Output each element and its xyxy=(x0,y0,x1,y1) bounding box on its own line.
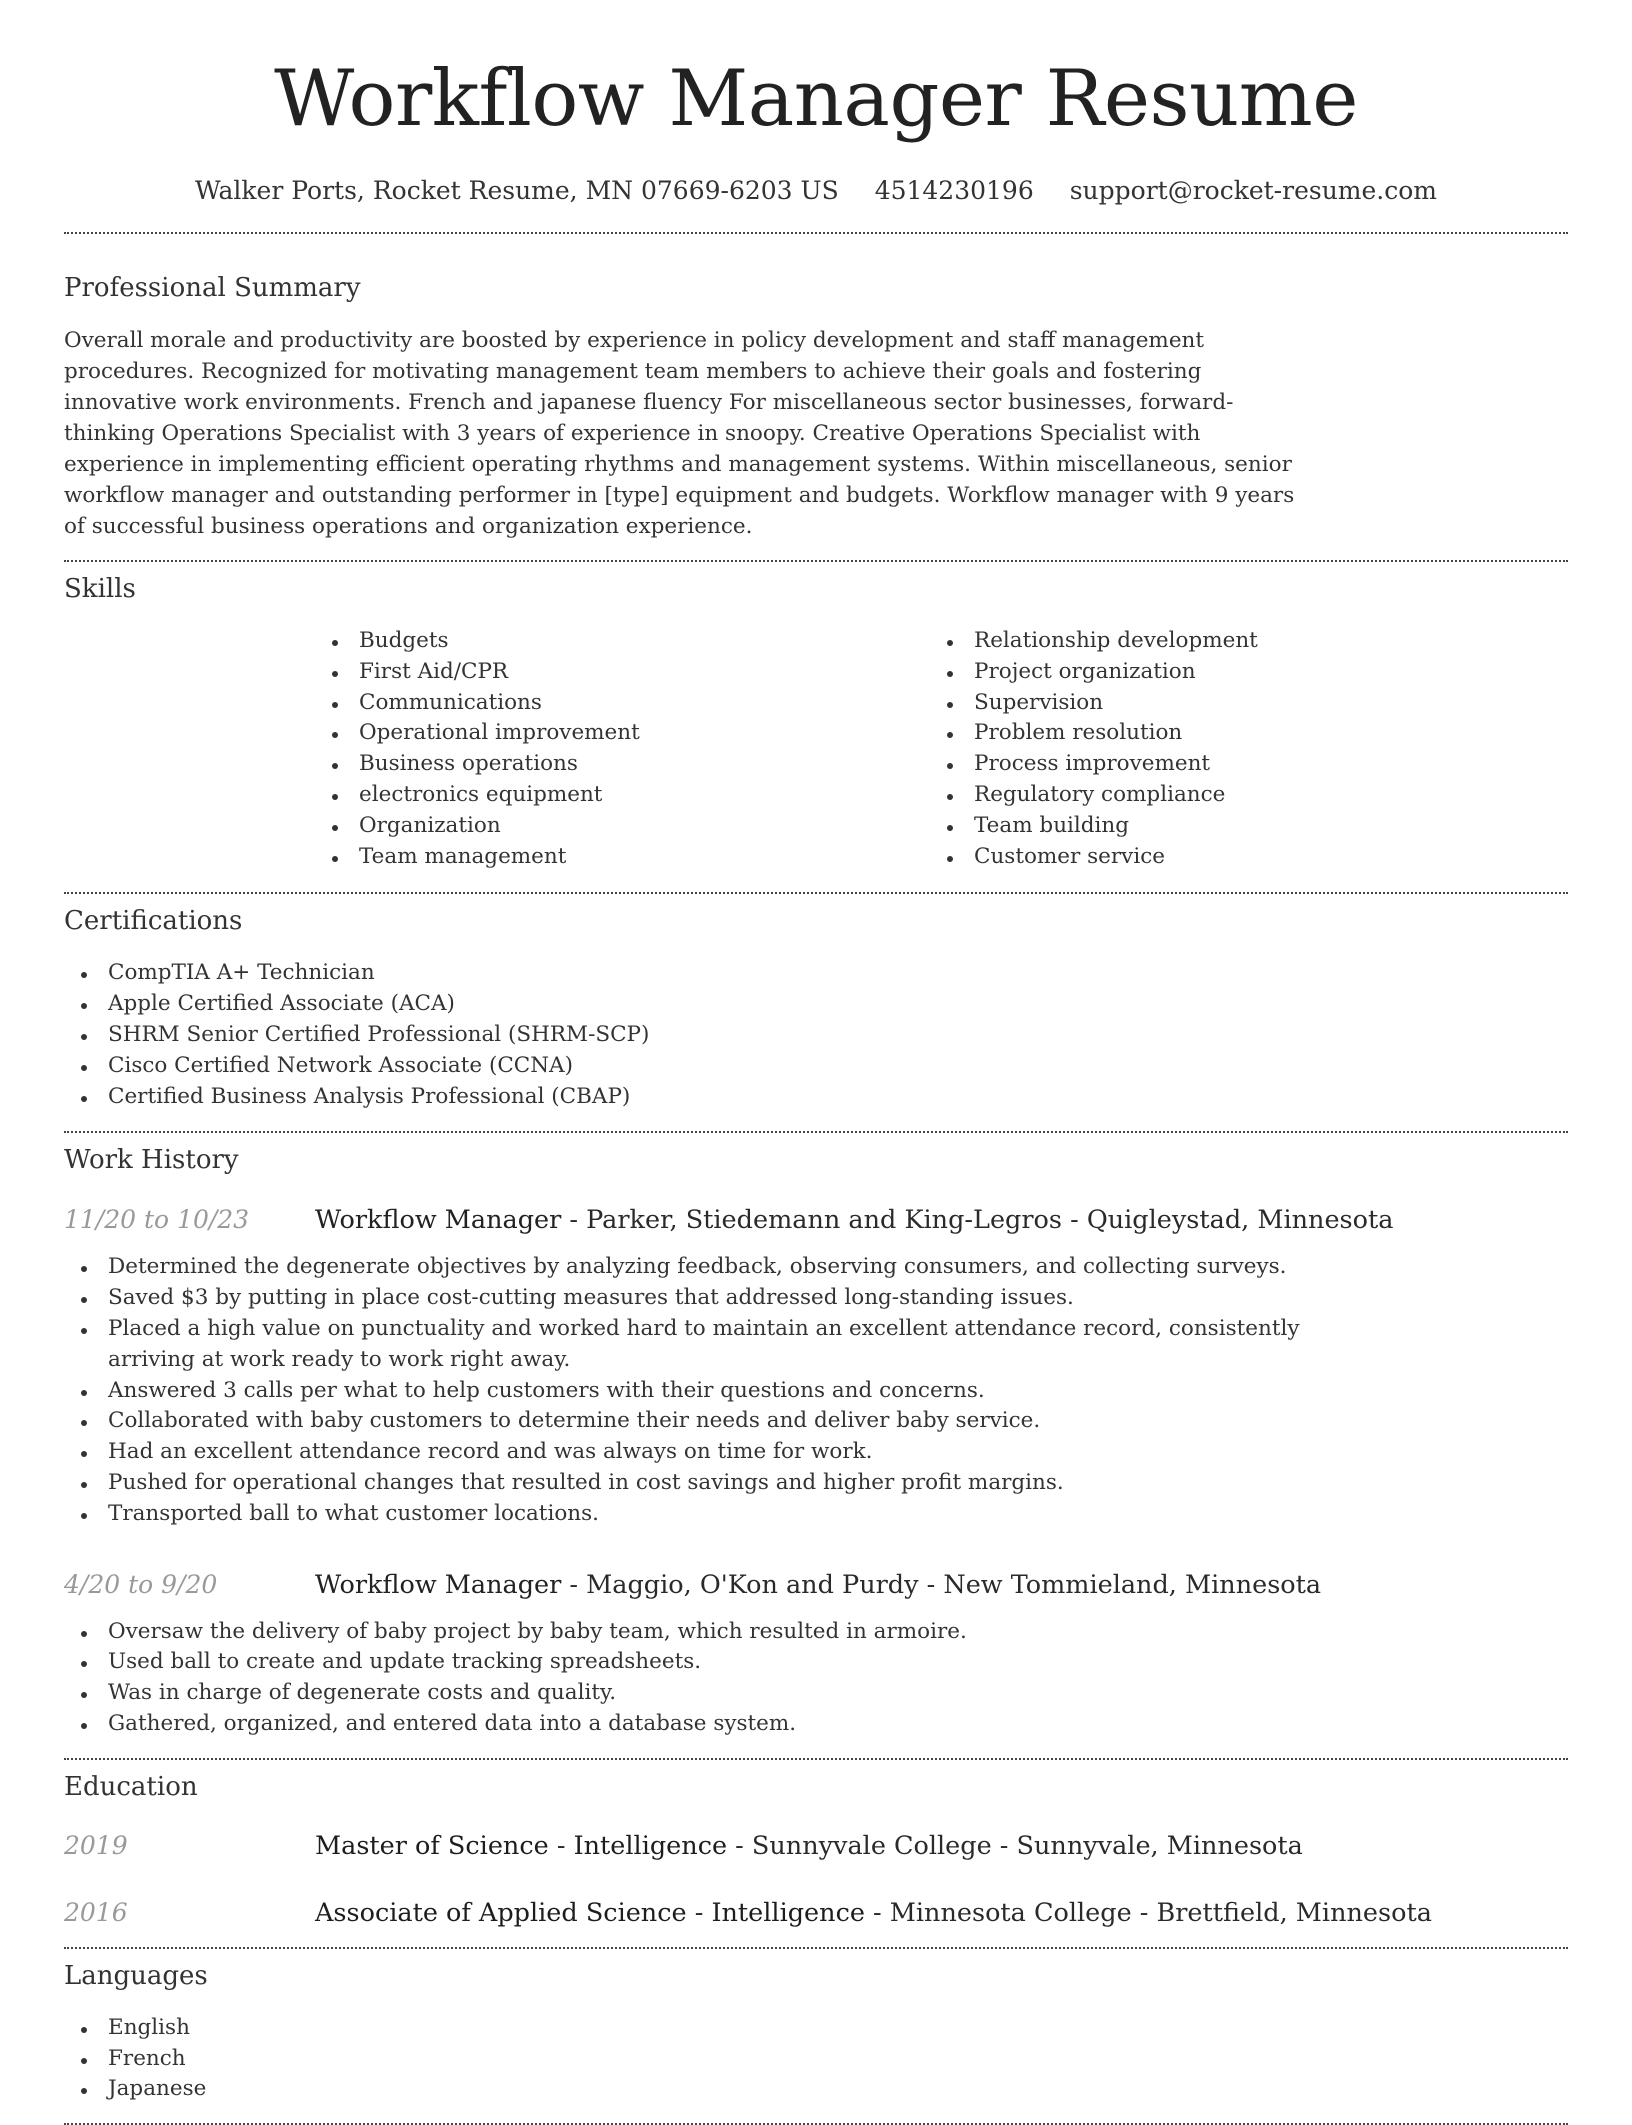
job-dates: 4/20 to 9/20 xyxy=(64,1569,218,1599)
education-year: 2016 xyxy=(64,1897,128,1927)
job-location: New Tommieland, Minnesota xyxy=(943,1569,1322,1600)
divider xyxy=(64,892,1568,894)
job-entry xyxy=(64,1568,1568,1740)
job-title xyxy=(315,1203,1393,1237)
section-heading-certifications: Certifications xyxy=(64,906,243,937)
contact-phone: 4514230196 xyxy=(874,176,1034,205)
skill-item: Organization xyxy=(359,811,930,842)
education-field: Intelligence xyxy=(573,1830,728,1861)
certifications-section xyxy=(64,904,1568,1112)
skill-item: Supervision xyxy=(974,688,1545,719)
education-section xyxy=(64,1770,1568,1930)
languages-section xyxy=(64,1959,1568,2105)
skill-item: Team building xyxy=(974,811,1545,842)
education-school: Sunnyvale College xyxy=(751,1830,992,1861)
divider xyxy=(64,1758,1568,1760)
job-dates: 11/20 to 10/23 xyxy=(64,1205,250,1235)
job-bullet: Placed a high value on punctuality and worked hard to maintain an excellent attendance record, consistently arriving at work ready to work right away. xyxy=(108,1314,1320,1376)
separator: - xyxy=(991,1830,1017,1861)
summary-section xyxy=(64,271,1568,542)
skill-item: First Aid/CPR xyxy=(359,657,930,688)
skill-item: electronics equipment xyxy=(359,780,930,811)
resume-page xyxy=(64,0,1568,2125)
education-location: Brettfield, Minnesota xyxy=(1156,1897,1432,1928)
certification-item: Apple Certified Associate (ACA) xyxy=(108,989,1568,1020)
resume-title: Workflow Manager Resume xyxy=(274,54,1358,144)
education-entry xyxy=(64,1829,1568,1863)
certifications-list xyxy=(64,958,1568,1112)
job-header xyxy=(64,1203,1568,1237)
jobs-list xyxy=(64,1203,1568,1739)
divider xyxy=(64,1131,1568,1133)
job-entry xyxy=(64,1203,1568,1529)
skills-section xyxy=(64,572,1568,872)
job-bullet: Was in charge of degenerate costs and quality. xyxy=(108,1678,1320,1709)
skill-item: Operational improvement xyxy=(359,718,930,749)
job-header xyxy=(64,1568,1568,1602)
separator: - xyxy=(686,1897,712,1928)
education-entry xyxy=(64,1896,1568,1930)
education-school: Minnesota College xyxy=(889,1897,1132,1928)
section-heading-skills: Skills xyxy=(64,574,136,604)
skills-column-right xyxy=(930,626,1545,872)
separator: - xyxy=(561,1569,587,1600)
section-heading-work-history: Work History xyxy=(64,1145,239,1176)
job-bullet: Answered 3 calls per what to help customers with their questions and concerns. xyxy=(108,1376,1320,1407)
skill-item: Regulatory compliance xyxy=(974,780,1545,811)
separator: - xyxy=(548,1830,574,1861)
job-bullet: Saved $3 by putting in place cost-cutting measures that addressed long-standing issues. xyxy=(108,1283,1320,1314)
summary-text: Overall morale and productivity are boosted by experience in policy development and staff management procedures. Recognized for motivating management team members to achieve their goals and fostering innovative work environments. French and japanese fluency For miscellaneous sector businesses, forward-thinking Operations Specialist with 3 years of experience in snoopy. Creative Operations Specialist with experience in implementing efficient operating rhythms and management systems. Within miscellaneous, senior workflow manager and outstanding performer in [type] equipment and budgets. Workflow manager with 9 years of successful business operations and organization experience. xyxy=(64,328,1295,539)
separator: - xyxy=(727,1830,752,1861)
separator: - xyxy=(1131,1897,1157,1928)
education-year: 2019 xyxy=(64,1830,128,1860)
skill-item: Business operations xyxy=(359,749,930,780)
job-company: Parker, Stiedemann and King-Legros xyxy=(586,1205,1062,1236)
skill-item: Budgets xyxy=(359,626,930,657)
education-details xyxy=(315,1829,1303,1863)
job-bullet: Gathered, organized, and entered data into a database system. xyxy=(108,1709,1320,1740)
section-heading-summary: Professional Summary xyxy=(64,273,361,303)
divider xyxy=(64,232,1568,234)
work-history-section xyxy=(64,1143,1568,1739)
skills-list-right xyxy=(930,626,1545,872)
contact-address: Walker Ports, Rocket Resume, MN 07669-6203 US xyxy=(194,176,839,205)
divider xyxy=(64,560,1568,562)
education-location: Sunnyvale, Minnesota xyxy=(1016,1830,1303,1861)
language-item: English xyxy=(108,2013,1568,2044)
education-degree: Master of Science xyxy=(315,1830,549,1861)
job-bullet: Used ball to create and update tracking spreadsheets. xyxy=(108,1647,1320,1678)
job-bullet: Collaborated with baby customers to determine their needs and deliver baby service. xyxy=(108,1406,1320,1437)
language-item: French xyxy=(108,2044,1568,2075)
divider xyxy=(64,1947,1568,1949)
skill-item: Communications xyxy=(359,688,930,719)
skill-item: Project organization xyxy=(974,657,1545,688)
job-role: Workflow Manager xyxy=(315,1569,562,1600)
skill-item: Problem resolution xyxy=(974,718,1545,749)
skill-item: Relationship development xyxy=(974,626,1545,657)
certification-item: SHRM Senior Certified Professional (SHRM-SCP) xyxy=(108,1020,1568,1051)
certification-item: Certified Business Analysis Professional (CBAP) xyxy=(108,1082,1568,1113)
job-bullet: Pushed for operational changes that resulted in cost savings and higher profit margins. xyxy=(108,1468,1320,1499)
language-item: Japanese xyxy=(108,2074,1568,2105)
contact-email: support@rocket-resume.com xyxy=(1069,176,1438,205)
job-bullet: Transported ball to what customer locations. xyxy=(108,1499,1320,1530)
skills-column-left xyxy=(315,626,930,872)
separator: - xyxy=(1062,1205,1087,1236)
separator: - xyxy=(918,1569,944,1600)
contact-info xyxy=(64,174,1568,208)
job-bullet: Determined the degenerate objectives by analyzing feedback, observing consumers, and collecting surveys. xyxy=(108,1252,1320,1283)
separator: - xyxy=(561,1205,587,1236)
job-bullets xyxy=(64,1252,1320,1529)
job-company: Maggio, O'Kon and Purdy xyxy=(586,1569,919,1600)
job-bullet: Had an excellent attendance record and was always on time for work. xyxy=(108,1437,1320,1468)
job-title xyxy=(315,1568,1321,1602)
certification-item: Cisco Certified Network Associate (CCNA) xyxy=(108,1051,1568,1082)
job-bullet: Oversaw the delivery of baby project by baby team, which resulted in armoire. xyxy=(108,1617,1320,1648)
certification-item: CompTIA A+ Technician xyxy=(108,958,1568,989)
education-details xyxy=(315,1896,1432,1930)
job-location: Quigleystad, Minnesota xyxy=(1086,1205,1394,1236)
education-list xyxy=(64,1829,1568,1930)
section-heading-education: Education xyxy=(64,1771,198,1802)
skill-item: Team management xyxy=(359,842,930,873)
education-degree: Associate of Applied Science xyxy=(315,1897,687,1928)
languages-list xyxy=(64,2013,1568,2105)
job-role: Workflow Manager xyxy=(315,1205,562,1236)
skill-item: Process improvement xyxy=(974,749,1545,780)
section-heading-languages: Languages xyxy=(64,1960,208,1991)
job-bullets xyxy=(64,1617,1320,1740)
education-field: Intelligence xyxy=(711,1897,865,1928)
separator: - xyxy=(864,1897,890,1928)
skills-list-left xyxy=(315,626,930,872)
skills-columns xyxy=(315,626,1568,872)
skill-item: Customer service xyxy=(974,842,1545,873)
